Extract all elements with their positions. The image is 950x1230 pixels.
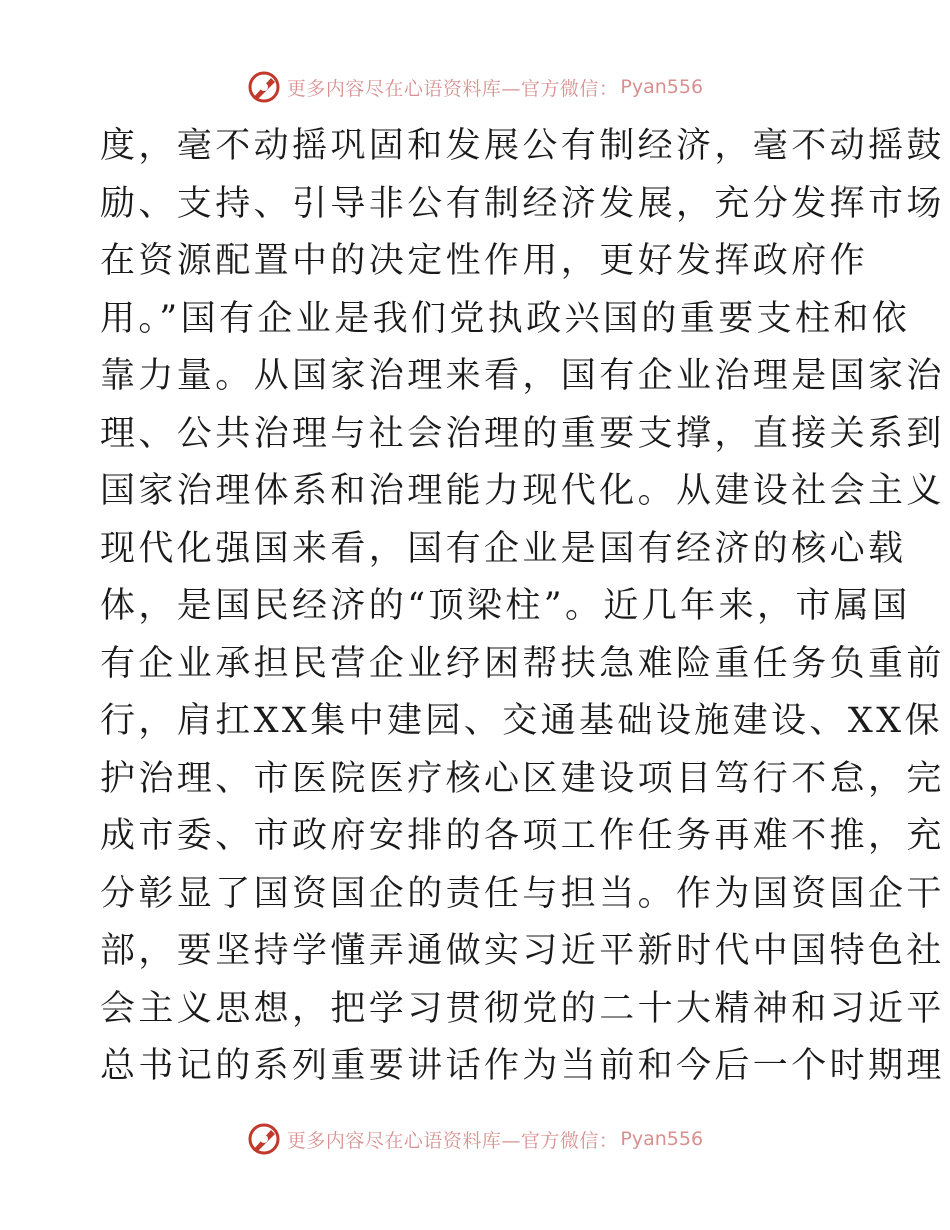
body-line: 靠力量。从国家治理来看，国有企业治理是国家治: [100, 356, 945, 396]
body-line: 成市委、市政府安排的各项工作任务再难不推，充: [100, 816, 945, 856]
body-line: 国家治理体系和治理能力现代化。从建设社会主义: [100, 471, 945, 511]
header-banner: [0, 70, 950, 104]
header-wechat-handle: Pyan556: [620, 76, 704, 98]
footer-banner: [0, 1122, 950, 1156]
body-line: 部，要坚持学懂弄通做实习近平新时代中国特色社: [100, 931, 945, 971]
body-line: 理、公共治理与社会治理的重要支撑，直接关系到: [100, 413, 945, 454]
body-line: 在资源配置中的决定性作用，更好发挥政府作: [100, 241, 869, 281]
body-line: 行，肩扛XX集中建园、交通基础设施建设、XX保: [100, 701, 943, 741]
body-line: 度，毫不动摇巩固和发展公有制经济，毫不动摇鼓: [100, 126, 945, 166]
body-line: 分彰显了国资国企的责任与担当。作为国资国企干: [100, 873, 945, 914]
pen-logo-icon: [247, 1122, 281, 1156]
footer-banner-text: 更多内容尽在心语资料库—官方微信：: [286, 1129, 619, 1152]
body-line: 现代化强国来看，国有企业是国有经济的核心载: [100, 528, 907, 569]
body-line: 用。”国有企业是我们党执政兴国的重要支柱和依: [100, 298, 911, 339]
footer-wechat-handle: Pyan556: [620, 1128, 704, 1150]
body-line: 励、支持、引导非公有制经济发展，充分发挥市场: [100, 183, 945, 224]
body-line: 护治理、市医院医疗核心区建设项目笃行不怠，完: [100, 758, 945, 799]
body-line: 体，是国民经济的“顶梁柱”。近几年来，市属国: [100, 586, 911, 626]
body-line: 会主义思想，把学习贯彻党的二十大精神和习近平: [100, 988, 945, 1029]
body-line: 有企业承担民营企业纾困帮扶急难险重任务负重前: [100, 643, 945, 684]
body-line: 总书记的系列重要讲话作为当前和今后一个时期理: [100, 1046, 945, 1086]
document-body: [100, 118, 945, 1096]
header-banner-text: 更多内容尽在心语资料库—官方微信：: [286, 77, 619, 100]
pen-logo-icon: [247, 70, 281, 104]
